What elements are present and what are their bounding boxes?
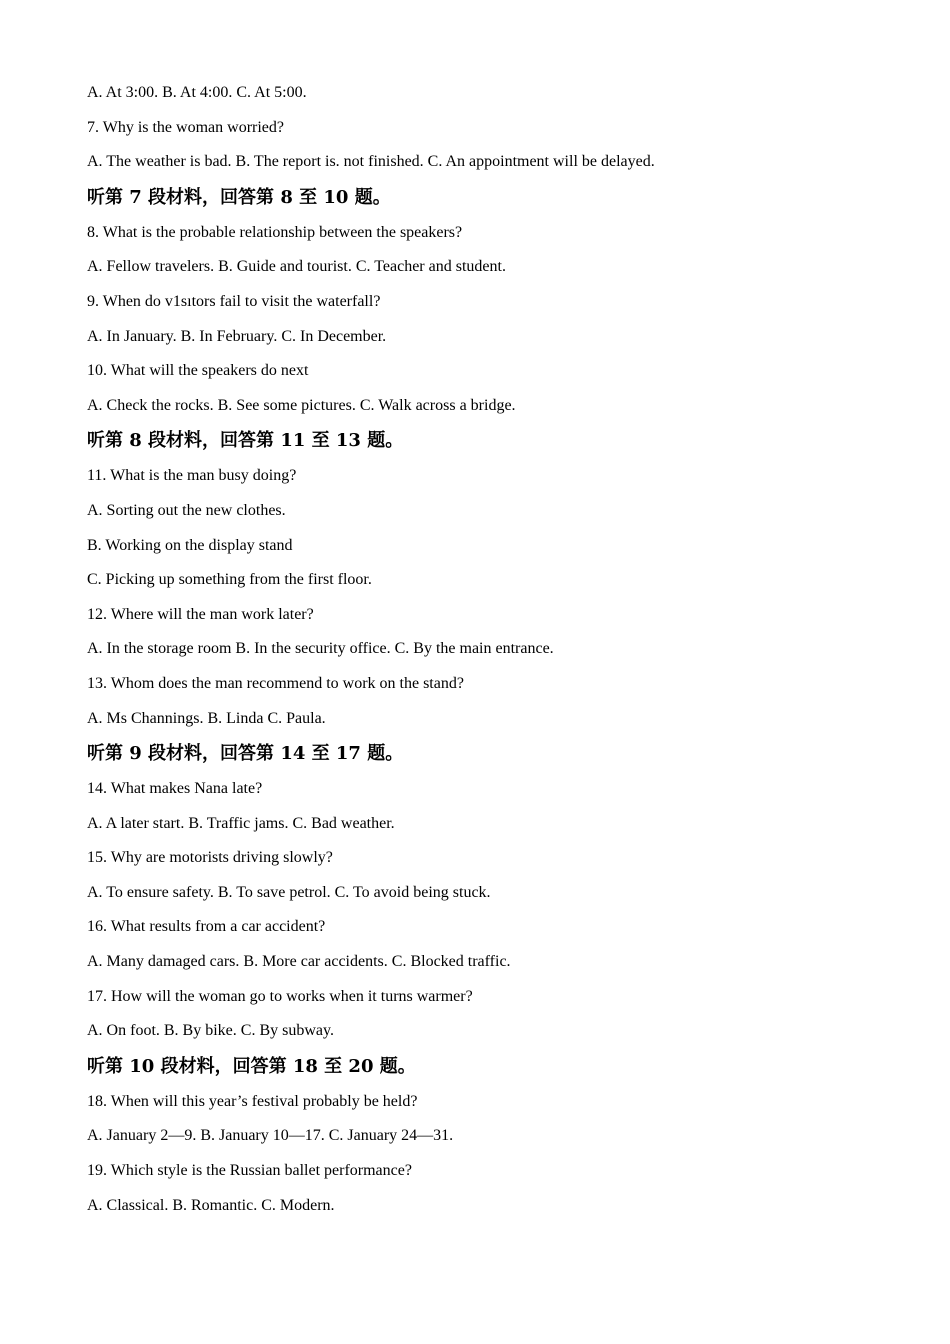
question-15: 15. Why are motorists driving slowly? bbox=[87, 849, 333, 867]
answer-options-q19: A. Classical. B. Romantic. C. Modern. bbox=[87, 1196, 335, 1214]
answer-options-q16: A. Many damaged cars. B. More car accidents. C. Blocked traffic. bbox=[87, 953, 511, 971]
answer-options-q6: A. At 3:00. B. At 4:00. C. At 5:00. bbox=[87, 84, 307, 101]
question-13: 13. Whom does the man recommend to work on the stand? bbox=[87, 674, 464, 692]
answer-options-q12: A. In the storage room B. In the security office. C. By the main entrance. bbox=[87, 640, 554, 658]
question-11: 11. What is the man busy doing? bbox=[87, 467, 297, 485]
answer-options-q14: A. A later start. B. Traffic jams. C. Bad weather. bbox=[87, 814, 395, 832]
question-7: 7. Why is the woman worried? bbox=[87, 118, 284, 136]
question-19: 19. Which style is the Russian ballet performance? bbox=[87, 1162, 412, 1180]
answer-option-q11-a: A. Sorting out the new clothes. bbox=[87, 501, 286, 519]
section-heading-8: 听第 8 段材料，回答第 11 至 13 题。 bbox=[87, 430, 404, 452]
section-heading-10: 听第 10 段材料，回答第 18 至 20 题。 bbox=[87, 1055, 416, 1077]
answer-options-q15: A. To ensure safety. B. To save petrol. C. To avoid being stuck. bbox=[87, 883, 491, 901]
answer-options-q17: A. On foot. B. By bike. C. By subway. bbox=[87, 1022, 334, 1040]
answer-options-q10: A. Check the rocks. B. See some pictures. C. Walk across a bridge. bbox=[87, 396, 516, 414]
answer-options-q8: A. Fellow travelers. B. Guide and tourist. C. Teacher and student. bbox=[87, 258, 506, 276]
question-12: 12. Where will the man work later? bbox=[87, 605, 314, 623]
answer-options-q9: A. In January. B. In February. C. In December. bbox=[87, 327, 387, 345]
question-14: 14. What makes Nana late? bbox=[87, 780, 263, 798]
question-9: 9. When do v1sıtors fail to visit the waterfall? bbox=[87, 292, 381, 310]
section-heading-7: 听第 7 段材料，回答第 8 至 10 题。 bbox=[87, 186, 391, 208]
document-page bbox=[87, 76, 907, 1223]
question-18: 18. When will this year’s festival probably be held? bbox=[87, 1092, 418, 1110]
question-16: 16. What results from a car accident? bbox=[87, 918, 326, 936]
section-heading-9: 听第 9 段材料，回答第 14 至 17 题。 bbox=[87, 743, 404, 765]
answer-options-q7: A. The weather is bad. B. The report is. not finished. C. An appointment will be delayed. bbox=[87, 153, 655, 171]
answer-option-q11-b: B. Working on the display stand bbox=[87, 536, 293, 554]
question-17: 17. How will the woman go to works when it turns warmer? bbox=[87, 987, 473, 1005]
question-8: 8. What is the probable relationship between the speakers? bbox=[87, 223, 463, 241]
answer-option-q11-c: C. Picking up something from the first floor. bbox=[87, 571, 372, 589]
answer-options-q13: A. Ms Channings. B. Linda C. Paula. bbox=[87, 709, 326, 727]
question-10: 10. What will the speakers do next bbox=[87, 362, 309, 380]
answer-options-q18: A. January 2—9. B. January 10—17. C. January 24—31. bbox=[87, 1127, 454, 1145]
